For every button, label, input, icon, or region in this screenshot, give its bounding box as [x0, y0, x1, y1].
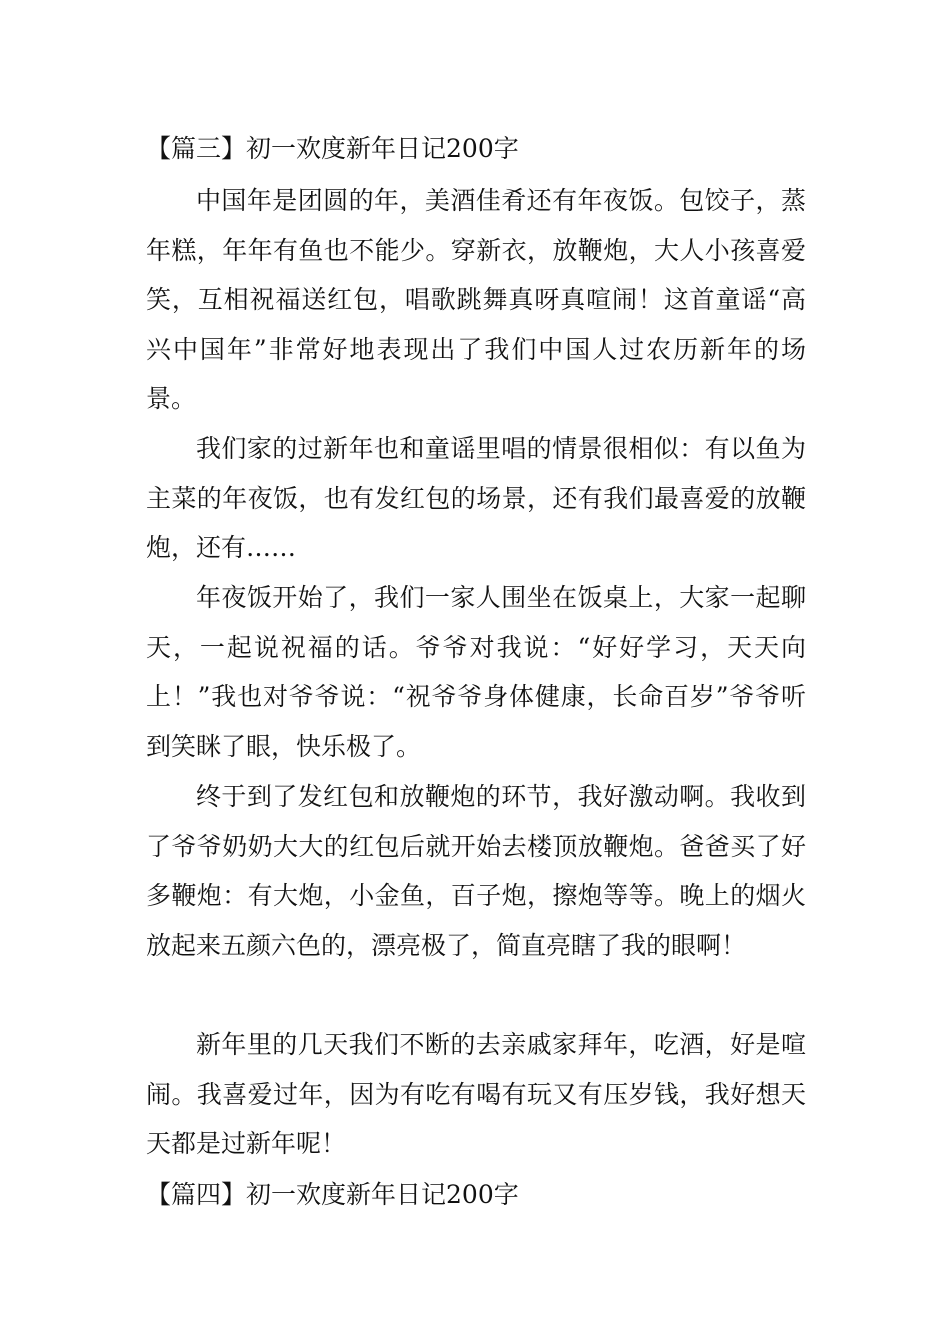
paragraph-5: 新年里的几天我们不断的去亲戚家拜年，吃酒，好是喧闹。我喜爱过年，因为有吃有喝有玩又有压岁钱，我好想天天都是过新年呢！	[146, 1030, 806, 1158]
section-heading-3: 【篇三】初一欢度新年日记200字	[146, 134, 519, 163]
paragraph-1: 中国年是团圆的年，美酒佳肴还有年夜饭。包饺子，蒸年糕，年年有鱼也不能少。穿新衣，放鞭炮，大人小孩喜爱笑，互相祝福送红包，唱歌跳舞真呀真喧闹！这首童谣“高兴中国年”非常好地表现出了我们中国人过农历新年的场景。	[146, 186, 806, 413]
section-heading-4: 【篇四】初一欢度新年日记200字	[146, 1180, 519, 1209]
paragraph-2: 我们家的过新年也和童谣里唱的情景很相似：有以鱼为主菜的年夜饭，也有发红包的场景，还有我们最喜爱的放鞭炮，还有……	[146, 434, 806, 562]
paragraph-3: 年夜饭开始了，我们一家人围坐在饭桌上，大家一起聊天，一起说祝福的话。爷爷对我说：“好好学习，天天向上！”我也对爷爷说：“祝爷爷身体健康，长命百岁”爷爷听到笑眯了眼，快乐极了。	[146, 583, 806, 761]
paragraph-4: 终于到了发红包和放鞭炮的环节，我好激动啊。我收到了爷爷奶奶大大的红包后就开始去楼顶放鞭炮。爸爸买了好多鞭炮：有大炮，小金鱼，百子炮，擦炮等等。晚上的烟火放起来五颜六色的，漂亮极了，简直亮瞎了我的眼啊！	[146, 782, 806, 960]
